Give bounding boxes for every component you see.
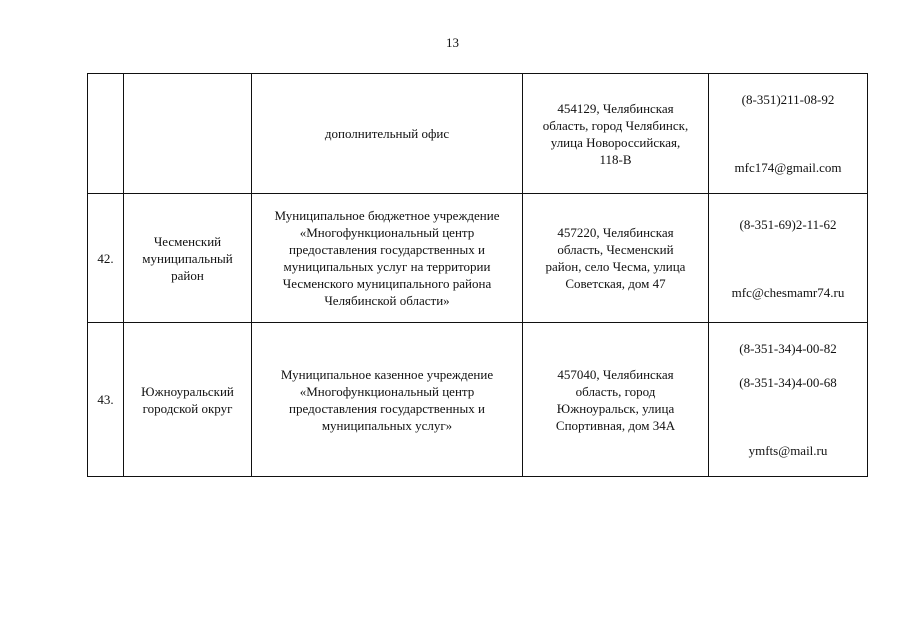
email: mfc174@gmail.com [734,160,842,175]
address: 457220, Челябинская область, Чесменский район, село Чесма, улица Советская, дом 47 [523,194,709,323]
municipality-name [124,74,252,194]
contacts [709,194,868,323]
organization-name: Муниципальное казенное учреждение «Многофункциональный центр предоставления государственных и муниципальных услуг» [252,323,523,477]
row-number: 42. [88,194,124,323]
email: mfc@chesmamr74.ru [731,284,845,300]
phone: (8-351-69)2-11-62 [739,216,837,232]
row-number-text: 43. [97,392,114,407]
contacts [709,323,868,477]
address: 457040, Челябинская область, город Южноуральск, улица Спортивная, дом 34А [523,323,709,477]
table-row [88,323,868,477]
organization-name: дополнительный офис [252,74,523,194]
municipality-name: Чесменский муниципальный район [124,194,252,323]
email: ymfts@mail.ru [748,443,828,458]
municipality-name: Южноуральский городской округ [124,323,252,477]
organization-name: Муниципальное бюджетное учреждение «Многофункциональный центр предоставления государственных и муниципальных услуг на территории Чесменского муниципального района Челябинской области» [252,194,523,323]
phone: (8-351-34)4-00-68 [739,375,837,390]
table-row [88,74,868,194]
row-number [88,74,124,194]
mfc-table [87,73,868,477]
phone: (8-351)211-08-92 [741,92,835,107]
contacts [709,74,868,194]
page-number: 13 [446,35,459,50]
row-number [88,323,124,477]
phone: (8-351-34)4-00-82 [739,341,837,356]
table-row [88,194,868,323]
address: 454129, Челябинская область, город Челябинск, улица Новороссийская, 118-В [523,74,709,194]
